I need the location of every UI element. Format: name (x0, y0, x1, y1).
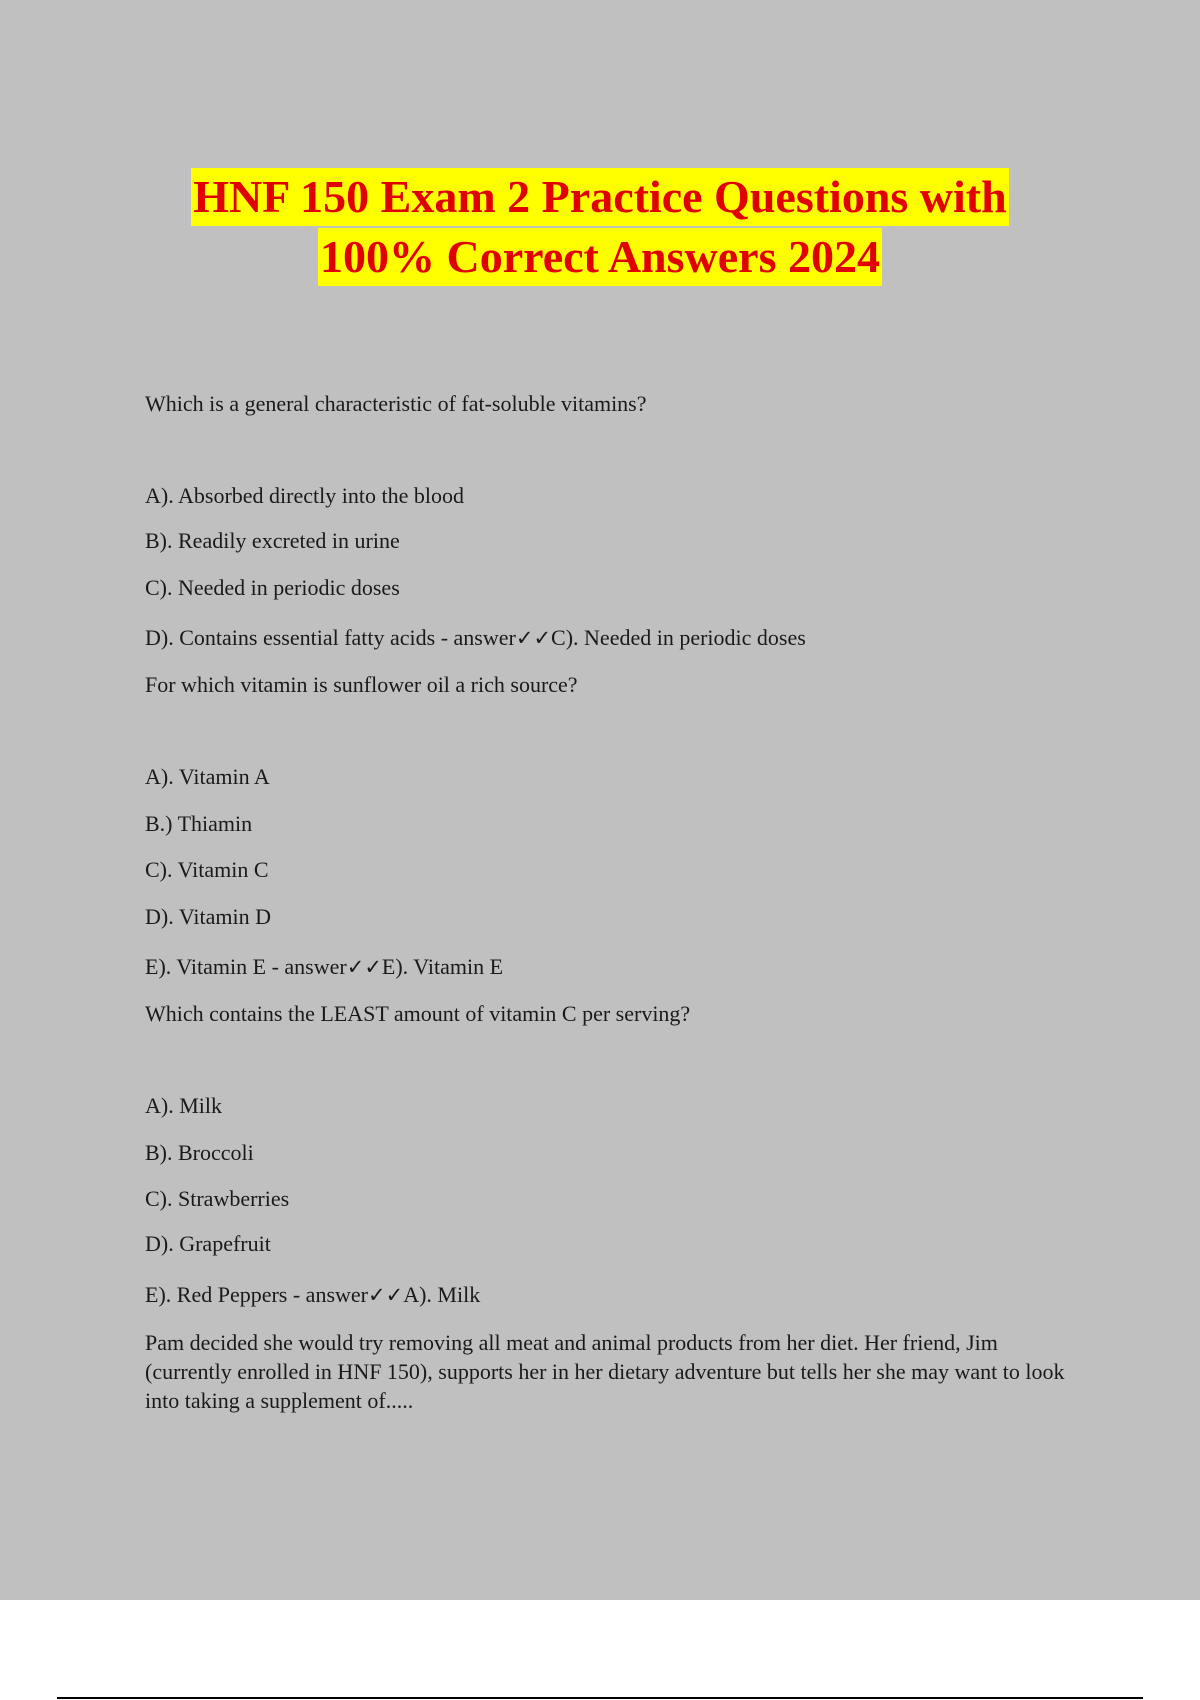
question-2-last-option: E). Vitamin E - answer (145, 954, 347, 979)
question-4-paragraph: Pam decided she would try removing all meat and animal products from her diet. Her friend, Jim (currently enrolled in HNF 150), supports her in her dietary adventure but tells her she may want to look into taking a supplement of..... (145, 1330, 1065, 1413)
question-2-option-a: A). Vitamin A (145, 764, 270, 789)
question-3-option-a: A). Milk (145, 1093, 222, 1118)
question-3-option-c: C). Strawberries (145, 1186, 290, 1211)
question-2-option-e-answer (145, 953, 503, 981)
question-2-option-d: D). Vitamin D (145, 904, 271, 929)
question-1-option-a: A). Absorbed directly into the blood (145, 483, 464, 508)
question-1-last-option: D). Contains essential fatty acids - answer (145, 625, 516, 650)
question-3-option-e-answer (145, 1281, 480, 1309)
question-3-option-d: D). Grapefruit (145, 1231, 271, 1256)
question-1-option-b: B). Readily excreted in urine (145, 528, 400, 553)
checkmark-icon: ✓✓ (346, 955, 382, 979)
question-2-prompt: For which vitamin is sunflower oil a rich source? (145, 672, 578, 697)
question-1-option-c: C). Needed in periodic doses (145, 575, 400, 600)
question-2-answer: E). Vitamin E (381, 954, 504, 979)
title-line-1: HNF 150 Exam 2 Practice Questions with (191, 168, 1008, 226)
checkmark-icon: ✓✓ (368, 1283, 404, 1307)
document-title (0, 168, 1200, 288)
question-1-answer: C). Needed in periodic doses (551, 625, 806, 650)
question-3-last-option: E). Red Peppers - answer (145, 1282, 368, 1307)
question-2-option-c: C). Vitamin C (145, 857, 269, 882)
checkmark-icon: ✓✓ (515, 626, 552, 650)
question-2-option-b: B.) Thiamin (145, 811, 253, 836)
question-3-answer: A). Milk (403, 1282, 481, 1307)
question-1-prompt: Which is a general characteristic of fat-soluble vitamins? (145, 391, 647, 416)
question-1-option-d-answer (145, 624, 806, 652)
footer-divider (57, 1697, 1143, 1699)
question-3-option-b: B). Broccoli (145, 1140, 254, 1165)
question-3-prompt: Which contains the LEAST amount of vitamin C per serving? (145, 1001, 691, 1026)
title-line-2: 100% Correct Answers 2024 (318, 228, 882, 286)
